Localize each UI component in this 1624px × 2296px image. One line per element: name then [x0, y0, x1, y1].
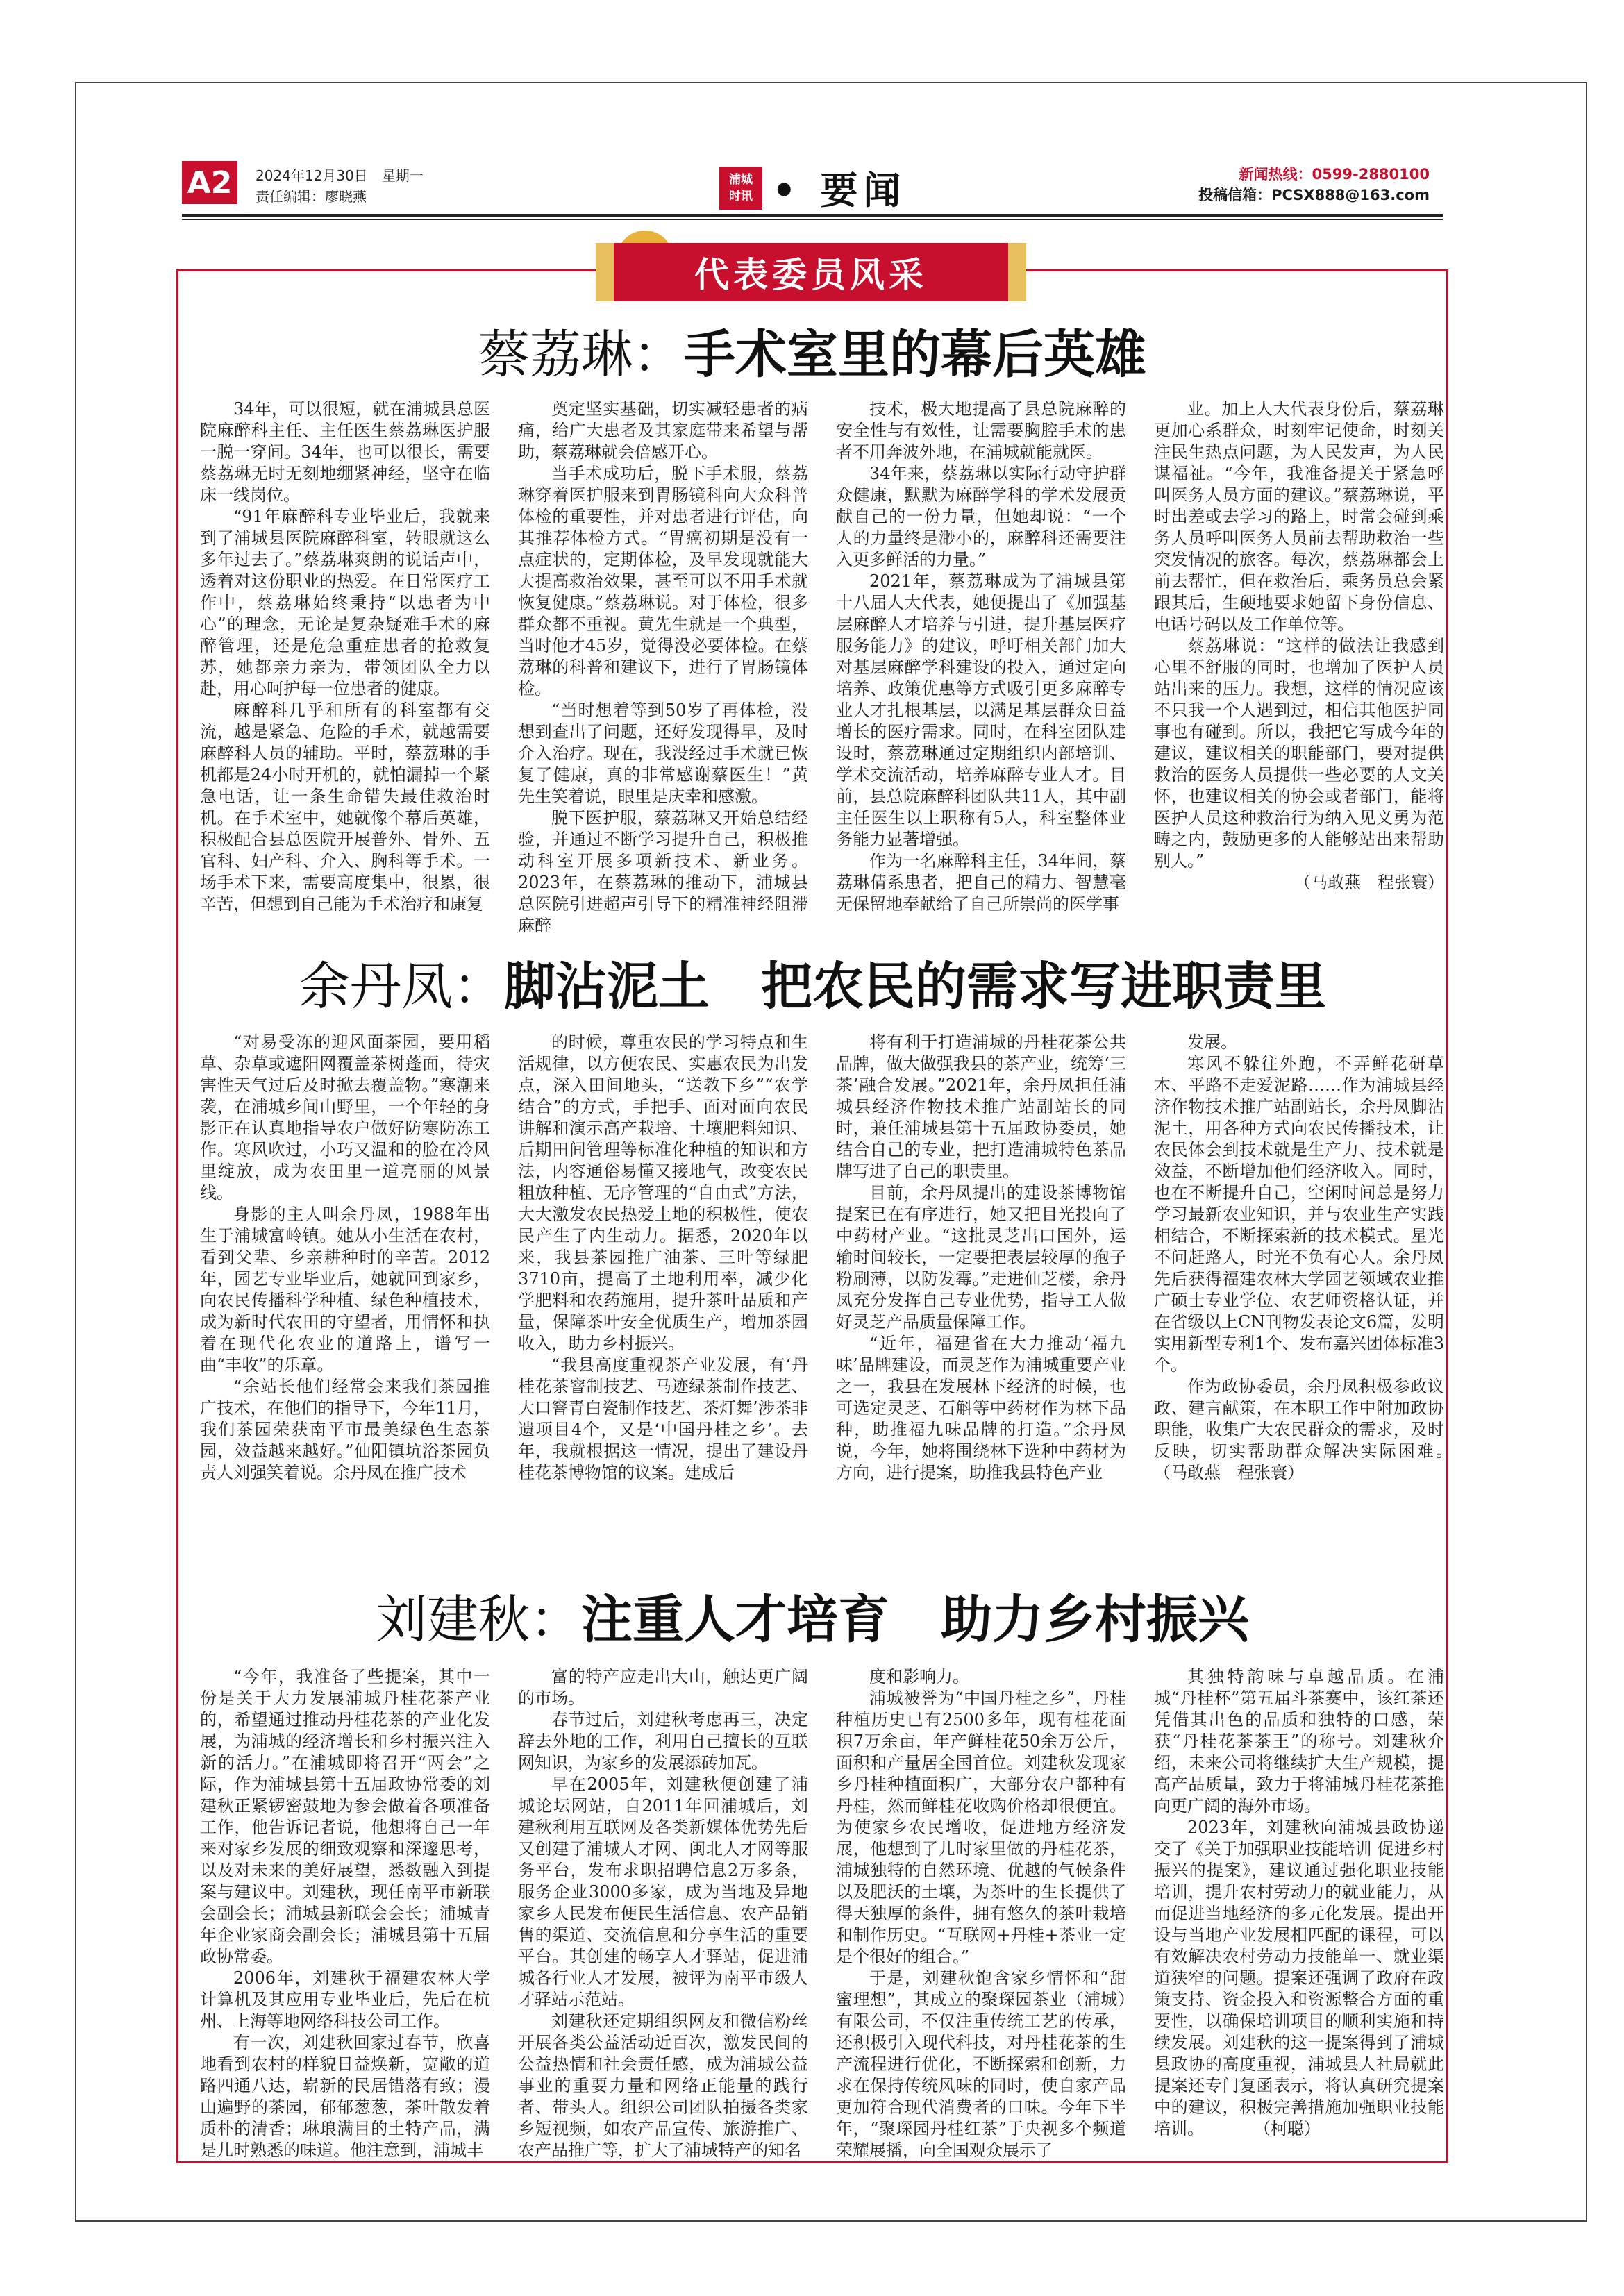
header-date-block [256, 165, 424, 207]
paragraph: 发展。 [1187, 1032, 1237, 1052]
paragraph: “余站长他们经常会来我们茶园推广技术，在他们的指导下，今年11月，我们茶园荣获南平市最美绿色生态茶园，效益越来越好。”仙阳镇坑浴茶园负责人刘强笑着说。余丹凤在推广技术 [200, 1377, 490, 1482]
article-2-title: 脚沾泥土 把农民的需求写进职责里 [504, 957, 1326, 1016]
article-2-column-3 [836, 1032, 1126, 1547]
article-1-person: 蔡荔琳： [478, 325, 684, 385]
paragraph: “当时想着等到50岁了再体检，没想到查出了问题，还好发现得早，及时介入治疗。现在，我没经过手术就已恢复了健康，真的非常感谢蔡医生！”黄先生笑着说，眼里是庆幸和感激。 [518, 701, 808, 806]
paragraph: 奠定坚实基础，切实减轻患者的病痛，给广大患者及其家庭带来希望与帮助，蔡荔琳就会倍感开心。 [518, 399, 808, 462]
article-3-column-3 [836, 1666, 1126, 2160]
newspaper-logo [719, 167, 762, 210]
article-2-column-1 [200, 1032, 490, 1547]
article-3-body [200, 1666, 1444, 2160]
paragraph: 度和影响力。 [869, 1667, 969, 1686]
news-hotline: 新闻热线：0599-2880100 [1239, 166, 1430, 183]
logo-text-bottom: 时讯 [729, 189, 753, 203]
byline: （马敢燕 程张寰） [1294, 873, 1444, 892]
paragraph: 2006年，刘建秋于福建农林大学计算机及其应用专业毕业后，先后在杭州、上海等地网络科技公司工作。 [200, 1968, 490, 2031]
paragraph: 富的特产应走出大山，触达更广阔的市场。 [518, 1667, 808, 1708]
paragraph: “今年，我准备了些提案，其中一份是关于大力发展浦城丹桂花茶产业的，希望通过推动丹桂花茶的产业化发展，为浦城的经济增长和乡村振兴注入新的活力。”在浦城即将召开“两会”之际，作为浦城县第十五届政协常委的刘建秋正紧锣密鼓地为参会做着各项准备工作，他告诉记者说，他想将自己一年来对家乡发展的细致观察和深邃思考，以及对未来的美好展望，悉数融入到提案与建议中。刘建秋，现任南平市新联会副会长；浦城县新联会会长；浦城青年企业家商会副会长；浦城县第十五届政协常委。 [200, 1667, 490, 1966]
paragraph: 浦城被誉为“中国丹桂之乡”，丹桂种植历史已有2500多年，现有桂花面积7万余亩，年产鲜桂花50余万公斤，面积和产量居全国首位。刘建秋发现家乡丹桂种植面积广，大部分农户都种有丹桂，然而鲜桂花收购价格却很便宜。为使家乡农民增收，促进地方经济发展，他想到了儿时家里做的丹桂花茶，浦城独特的自然环境、优越的气候条件以及肥沃的土壤，为茶叶的生长提供了得天独厚的条件，拥有悠久的茶叶栽培和制作历史。“互联网+丹桂+茶业一定是个很好的组合。” [836, 1689, 1126, 1966]
header-rule-thin [182, 219, 1443, 220]
paragraph: 身影的主人叫余丹凤，1988年出生于浦城富岭镇。她从小生活在农村，看到父辈、乡亲耕种时的辛苦。2012年，园艺专业毕业后，她就回到家乡，向农民传播科学种植、绿色种植技术，成为新时代农田的守望者，用情怀和执着在现代化农业的道路上，谱写一曲“丰收”的乐章。 [200, 1205, 490, 1375]
article-3-column-4 [1154, 1666, 1444, 2152]
paragraph: 34年来，蔡荔琳以实际行动守护群众健康，默默为麻醉学科的学术发展贡献自己的一份力量，但她却说：“一个人的力量终是渺小的，麻醉科还需要注入更多鲜活的力量。” [836, 464, 1126, 569]
paragraph: 目前，余丹凤提出的建设茶博物馆提案已在有序进行，她又把目光投向了中药材产业。“这批灵芝出口国外，运输时间较长，一定要把表层较厚的孢子粉刷薄，以防发霉。”走进仙芝楼，余丹凤充分发挥自己专业优势，指导工人做好灵芝产品质量保障工作。 [836, 1183, 1126, 1332]
article-2-person: 余丹凤： [299, 957, 504, 1016]
article-2-headline [176, 946, 1448, 1019]
paragraph: 麻醉科几乎和所有的科室都有交流，越是紧急、危险的手术，就越需要麻醉科人员的辅助。平时，蔡荔琳的手机都是24小时开机的，就怕漏掉一个紧急电话，让一条生命错失最佳救治时机。在手术室中，她就像个幕后英雄，积极配合县总医院开展普外、骨外、五官科、妇产科、介入、胸科等手术。一场手术下来，需要高度集中，很累，很辛苦，但想到自己能为手术治疗和康复 [200, 701, 490, 914]
paragraph: “91年麻醉科专业毕业后，我就来到了浦城县医院麻醉科室，转眼就这么多年过去了。”蔡荔琳爽朗的说话声中，透着对这份职业的热爱。在日常医疗工作中，蔡荔琳始终秉持“以患者为中心”的理念，无论是复杂疑难手术的麻醉管理，还是危急重症患者的抢救复苏，她都亲力亲为，带领团队全力以赴，用心呵护每一位患者的健康。 [200, 507, 490, 698]
paragraph: 2023年，刘建秋向浦城县政协递交了《关于加强职业技能培训 促进乡村振兴的提案》，建议通过强化职业技能培训，提升农村劳动力的就业能力，从而促进当地经济的多元化发展。提出开设与当地产业发展相匹配的课程，可以有效解决农村劳动力技能单一、就业渠道狭窄的问题。提案还强调了政府在政策支持、资金投入和资源整合方面的重要性，以确保培训项目的顺利实施和持续发展。刘建秋的这一提案得到了浦城县政协的高度重视，浦城县人社局就此提案还专门复函表示，将认真研究提案中的建议，积极完善措施加强职业技能培训。 （柯聪） [1154, 1818, 1444, 2138]
paragraph: 于是，刘建秋饱含家乡情怀和“甜蜜理想”，其成立的聚琛园茶业（浦城）有限公司，不仅注重传统工艺的传承，还积极引入现代科技，对丹桂花茶的生产流程进行优化，不断探索和创新，力求在保持传统风味的同时，使自家产品更加符合现代消费者的口味。今年下半年，“聚琛园丹桂红茶”于央视多个频道荣耀展播，向全国观众展示了 [836, 1968, 1126, 2160]
paragraph: “对易受冻的迎风面茶园，要用稻草、杂草或遮阳网覆盖茶树蓬面，待灾害性天气过后及时掀去覆盖物。”寒潮来袭，在浦城乡间山野里，一个年轻的身影正在认真地指导农户做好防寒防冻工作。寒风吹过，小巧又温和的脸在冷风里绽放，成为农田里一道亮丽的风景线。 [200, 1032, 490, 1203]
article-3-headline [176, 1579, 1448, 1652]
article-2-column-4 [1154, 1032, 1477, 1547]
article-3-title: 注重人才培育 助力乡村振兴 [581, 1590, 1249, 1650]
paragraph: 蔡荔琳说：“这样的做法让我感到心里不舒服的同时，也增加了医护人员站出来的压力。我想，这样的情况应该不只我一个人遇到过，相信其他医护同事也有碰到。所以，我把它写成今年的建议，建议相关的职能部门，要对提供救治的医务人员提供一些必要的人文关怀，也建议相关的协会或者部门，能将医护人员这种救治行为纳入见义勇为范畴之内，鼓励更多的人能够站出来帮助别人。” [1154, 636, 1444, 871]
paragraph: 其独特韵味与卓越品质。在浦城“丹桂杯”第五届斗茶赛中，该红茶还凭借其出色的品质和独特的口感，荣获“丹桂花茶茶王”的称号。刘建秋介绍，未来公司将继续扩大生产规模，提高产品质量，致力于将浦城丹桂花茶推向更广阔的海外市场。 [1154, 1667, 1444, 1816]
section-header [719, 161, 906, 215]
submission-email: 投稿信箱：PCSX888@163.com [1198, 187, 1430, 203]
feature-banner [596, 226, 1026, 301]
paragraph: “近年，福建省在大力推动‘福九味’品牌建设，而灵芝作为浦城重要产业之一，我县在发展林下经济的时候，也可选定灵芝、石斛等中药材作为林下品种，助推福九味品牌的打造。”余丹凤说，今年，她将围绕林下选种中药材为方向，进行提案，助推我县特色产业 [836, 1334, 1126, 1482]
article-2-column-2 [518, 1032, 808, 1547]
article-1-column-2 [518, 399, 808, 935]
article-2-body [200, 1032, 1477, 1547]
article-1-column-3 [836, 399, 1126, 915]
paragraph: 作为一名麻醉科主任，34年间，蔡荔琳倩系患者，把自己的精力、智慧毫无保留地奉献给了自己所崇尚的医学事 [836, 851, 1126, 914]
contact-block [1198, 164, 1430, 206]
paragraph: 春节过后，刘建秋考虑再三，决定辞去外地的工作，利用自己擅长的互联网知识，为家乡的发展添砖加瓦。 [518, 1710, 808, 1773]
banner-title: 代表委员风采 [694, 255, 928, 295]
paragraph: 早在2005年，刘建秋便创建了浦城论坛网站，自2011年回浦城后，刘建秋利用互联网及各类新媒体优势先后又创建了浦城人才网、闽北人才网等服务平台，发布求职招聘信息2万多条，服务企业3000多家，成为当地及异地家乡人民发布便民生活信息、农产品销售的渠道、交流信息和分享生活的重要平台。其创建的畅享人才驿站，促进浦城各行业人才发展，被评为南平市级人才驿站示范站。 [518, 1775, 808, 2009]
paragraph: 寒风不躲往外跑，不弄鲜花研草木、平路不走爱泥路……作为浦城县经济作物技术推广站副站长，余丹凤脚沾泥土，用各种方式向农民传播技术，让农民体会到技术就是生产力、技术就是效益，不断增加他们经济收入。同时，也在不断提升自己，空闲时间总是努力学习最新农业知识，并与农业生产实践相结合，不断探索新的技术模式。星光不问赶路人，时光不负有心人。余丹凤先后获得福建农林大学园艺领域农业推广硕士专业学位、农艺师资格认证，并在省级以上CN刊物发表论文6篇，发明实用新型专利1个、发布嘉兴团体标准3个。 [1154, 1054, 1444, 1375]
logo-text-top: 浦城 [729, 172, 753, 187]
paragraph: 技术，极大地提高了县总院麻醉的安全性与有效性，让需要胸腔手术的患者不用奔波外地，在浦城就能就医。 [836, 399, 1126, 462]
paragraph: 作为政协委员，余丹凤积极参政议政、建言献策，在本职工作中附加政协职能，收集广大农民群众的需求，及时反映，切实帮助群众解决实际困难。 （马敢燕 程张寰） [1154, 1377, 1477, 1482]
paragraph: 2021年，蔡荔琳成为了浦城县第十八届人大代表，她便提出了《加强基层麻醉人才培养与引进，提升基层医疗服务能力》的建议，呼吁相关部门加大对基层麻醉学科建设的投入，通过定向培养、政策优惠等方式吸引更多麻醉专业人才扎根基层，以满足基层群众日益增长的医疗需求。同时，在科室团队建设时，蔡荔琳通过定期组织内部培训、学术交流活动，培养麻醉专业人才。目前，县总院麻醉科团队共11人，其中副主任医生以上职称有5人，科室整体业务能力显著增强。 [836, 571, 1126, 849]
issue-date: 2024年12月30日 星期一 [256, 167, 424, 184]
page-number-badge: A2 [182, 161, 237, 204]
article-1-headline [176, 314, 1448, 387]
paragraph: 业。加上人大代表身份后，蔡荔琳更加心系群众，时刻牢记使命，时刻关注民生热点问题，为人民发声，为人民谋福祉。“今年，我准备提关于紧急呼叫医务人员方面的建议。”蔡荔琳说，平时出差或去学习的路上，时常会碰到乘务人员呼叫医务人员前去帮助救治一些突发情况的旅客。每次，蔡荔琳都会上前去帮忙，但在救治后，乘务员总会紧跟其后，生硬地要求她留下身份信息、电话号码以及工作单位等。 [1154, 399, 1444, 634]
paragraph: 的时候，尊重农民的学习特点和生活规律，以方便农民、实惠农民为出发点，深入田间地头，“送教下乡”“农学结合”的方式，手把手、面对面向农民讲解和演示高产栽培、土壤肥料知识、后期田间管理等标准化种植的知识和方法，内容通俗易懂又接地气，改变农民粗放种植、无序管理的“自由式”方法，大大激发农民热爱土地的积极性，使农民产生了内生动力。据悉，2020年以来，我县茶园推广油茶、三叶等绿肥3710亩，提高了土地利用率，减少化学肥料和农药施用，提升茶叶品质和产量，保障茶叶安全优质生产，增加茶园收入，助力乡村振兴。 [518, 1032, 808, 1353]
article-3-column-1 [200, 1666, 490, 2160]
paragraph: 将有利于打造浦城的丹桂花茶公共品牌，做大做强我县的茶产业，统筹‘三茶’融合发展。”2021年，余丹凤担任浦城县经济作物技术推广站副站长的同时，兼任浦城县第十五届政协委员，她结合自己的专业，把打造浦城特色茶品牌写进了自己的职责里。 [836, 1032, 1126, 1181]
paragraph: 刘建秋还定期组织网友和微信粉丝开展各类公益活动近百次，激发民间的公益热情和社会责任感，成为浦城公益事业的重要力量和网络正能量的践行者、带头人。组织公司团队拍摄各类家乡短视频，如农产品宣传、旅游推广、农产品推广等，扩大了浦城特产的知名 [518, 2011, 808, 2160]
paragraph: 34年，可以很短，就在浦城县总医院麻醉科主任、主任医生蔡荔琳医护服一脱一穿间。34年，也可以很长，需要蔡荔琳无时无刻地绷紧神经，坚守在临床一线岗位。 [200, 399, 490, 505]
paragraph: “我县高度重视茶产业发展，有‘丹桂花茶窨制技艺、马迹绿茶制作技艺、大口窨青白瓷制作技艺、茶灯舞’涉茶非遗项目4个，又是‘中国丹桂之乡’。去年，我就根据这一情况，提出了建设丹桂花茶博物馆的议案。建成后 [518, 1355, 808, 1482]
article-1-title: 手术室里的幕后英雄 [684, 325, 1146, 385]
article-3-person: 刘建秋： [376, 1590, 581, 1650]
section-title: • 要闻 [772, 169, 907, 212]
paragraph: 脱下医护服，蔡荔琳又开始总结经验，并通过不断学习提升自己，积极推动科室开展多项新技术、新业务。2023年，在蔡荔琳的推动下，浦城县总医院引进超声引导下的精准神经阻滞麻醉 [518, 808, 808, 935]
article-3-column-2 [518, 1666, 808, 2160]
paragraph: 有一次，刘建秋回家过春节，欣喜地看到农村的样貌日益焕新，宽敞的道路四通八达，崭新的民居错落有致；漫山遍野的茶园，郁郁葱葱，茶叶散发着质朴的清香；琳琅满目的土特产品，满是儿时熟悉的味道。他注意到，浦城丰 [200, 2033, 490, 2160]
article-1-column-1 [200, 399, 490, 915]
editor-credit: 责任编辑：廖晓燕 [256, 188, 367, 205]
article-1-column-4 [1154, 399, 1444, 915]
article-1-body [200, 399, 1444, 935]
header-rule-thick [182, 214, 1443, 217]
paragraph: 当手术成功后，脱下手术服，蔡荔琳穿着医护服来到胃肠镜科向大众科普体检的重要性，并对患者进行评估，向其推荐体检方式。“胃癌初期是没有一点症状的，定期体检，及早发现就能大大提高救治效果，甚至可以不用手术就恢复健康。”蔡荔琳说。对于体检，很多群众都不重视。黄先生就是一个典型，当时他才45岁，觉得没必要体检。在蔡荔琳的科普和建议下，进行了胃肠镜体检。 [518, 464, 808, 698]
